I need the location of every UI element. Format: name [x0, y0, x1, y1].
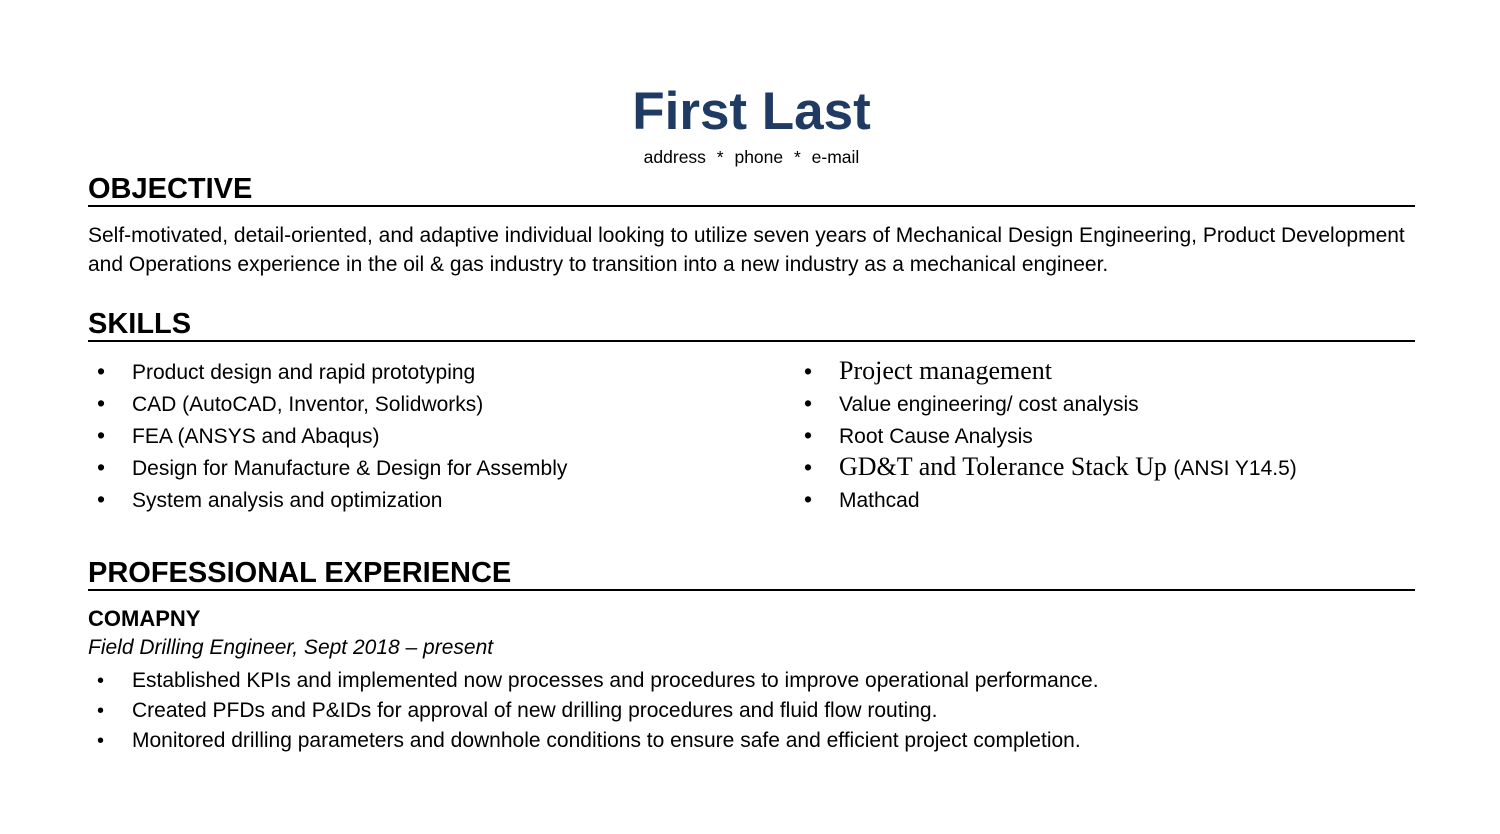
bullet-icon: •: [97, 730, 105, 752]
skills-list-left: [88, 356, 795, 516]
bullet-icon: •: [804, 422, 813, 448]
name-title: First Last: [632, 82, 871, 141]
bullet-icon: •: [804, 486, 813, 512]
experience-bullet-list: [88, 666, 1415, 756]
skill-text: [839, 452, 1297, 484]
bullet-icon: •: [97, 422, 106, 448]
skill-item: [88, 484, 795, 516]
experience-bullet: [88, 726, 1415, 756]
bullet-icon: •: [804, 390, 813, 416]
skill-text-serif: GD&T and Tolerance Stack Up: [839, 452, 1174, 481]
bullet-icon: •: [97, 358, 106, 384]
experience-bullet-text: Created PFDs and P&IDs for approval of new drilling procedures and fluid flow routing.: [132, 699, 938, 722]
bullet-icon: •: [804, 454, 813, 480]
skills-column-right: [795, 356, 1415, 516]
skill-text-sans: Mathcad: [839, 489, 920, 512]
bullet-icon: •: [97, 670, 105, 692]
skill-text: System analysis and optimization: [132, 489, 443, 512]
section-heading-skills: SKILLS: [88, 311, 1415, 342]
experience-bullet: [88, 666, 1415, 696]
skill-item: [795, 452, 1415, 484]
skill-text-sans: Root Cause Analysis: [839, 425, 1033, 448]
company-name: COMAPNY: [88, 606, 201, 631]
skill-text: CAD (AutoCAD, Inventor, Solidworks): [132, 393, 484, 416]
skill-text: Product design and rapid prototyping: [132, 361, 476, 384]
skill-text-sans: Value engineering/ cost analysis: [839, 393, 1139, 416]
skill-item: [88, 388, 795, 420]
skills-columns: [88, 356, 1415, 516]
objective-text: Self-motivated, detail-oriented, and adaptive individual looking to utilize seven years of Mechanical Design Engineering, Product Development and Operations experience in the oil & gas industry to transition into a new industry as a mechanical engineer.: [88, 224, 1405, 276]
bullet-icon: •: [804, 358, 813, 384]
skill-item: [88, 420, 795, 452]
skill-text: FEA (ANSYS and Abaqus): [132, 425, 380, 448]
skill-item: [795, 420, 1415, 452]
section-heading-experience: PROFESSIONAL EXPERIENCE: [88, 560, 1415, 591]
role-and-dates: Field Drilling Engineer, Sept 2018 – present: [88, 636, 494, 659]
bullet-icon: •: [97, 454, 106, 480]
skill-item: [795, 388, 1415, 420]
bullet-icon: •: [97, 486, 106, 512]
skill-item: [88, 452, 795, 484]
skill-text: [839, 484, 920, 516]
section-heading-objective: OBJECTIVE: [88, 176, 1415, 207]
bullet-icon: •: [97, 700, 105, 722]
skill-item: [795, 484, 1415, 516]
skill-text: [839, 388, 1139, 420]
skill-item: [88, 356, 795, 388]
skill-text: [839, 356, 1052, 388]
bullet-icon: •: [97, 390, 106, 416]
skills-list-right: [795, 356, 1415, 516]
skill-text-serif: Project management: [839, 356, 1052, 385]
contact-line: address * phone * e-mail: [643, 147, 860, 167]
experience-bullet: [88, 696, 1415, 726]
resume-page: [0, 84, 1500, 756]
skill-text: [839, 420, 1033, 452]
skill-text: Design for Manufacture & Design for Assembly: [132, 457, 568, 480]
experience-bullet-text: Monitored drilling parameters and downhole conditions to ensure safe and efficient project completion.: [132, 729, 1081, 752]
experience-bullet-text: Established KPIs and implemented now processes and procedures to improve operational performance.: [132, 669, 1099, 692]
skills-column-left: [88, 356, 795, 516]
skill-item: [795, 356, 1415, 388]
skill-text-sans: (ANSI Y14.5): [1173, 457, 1297, 480]
